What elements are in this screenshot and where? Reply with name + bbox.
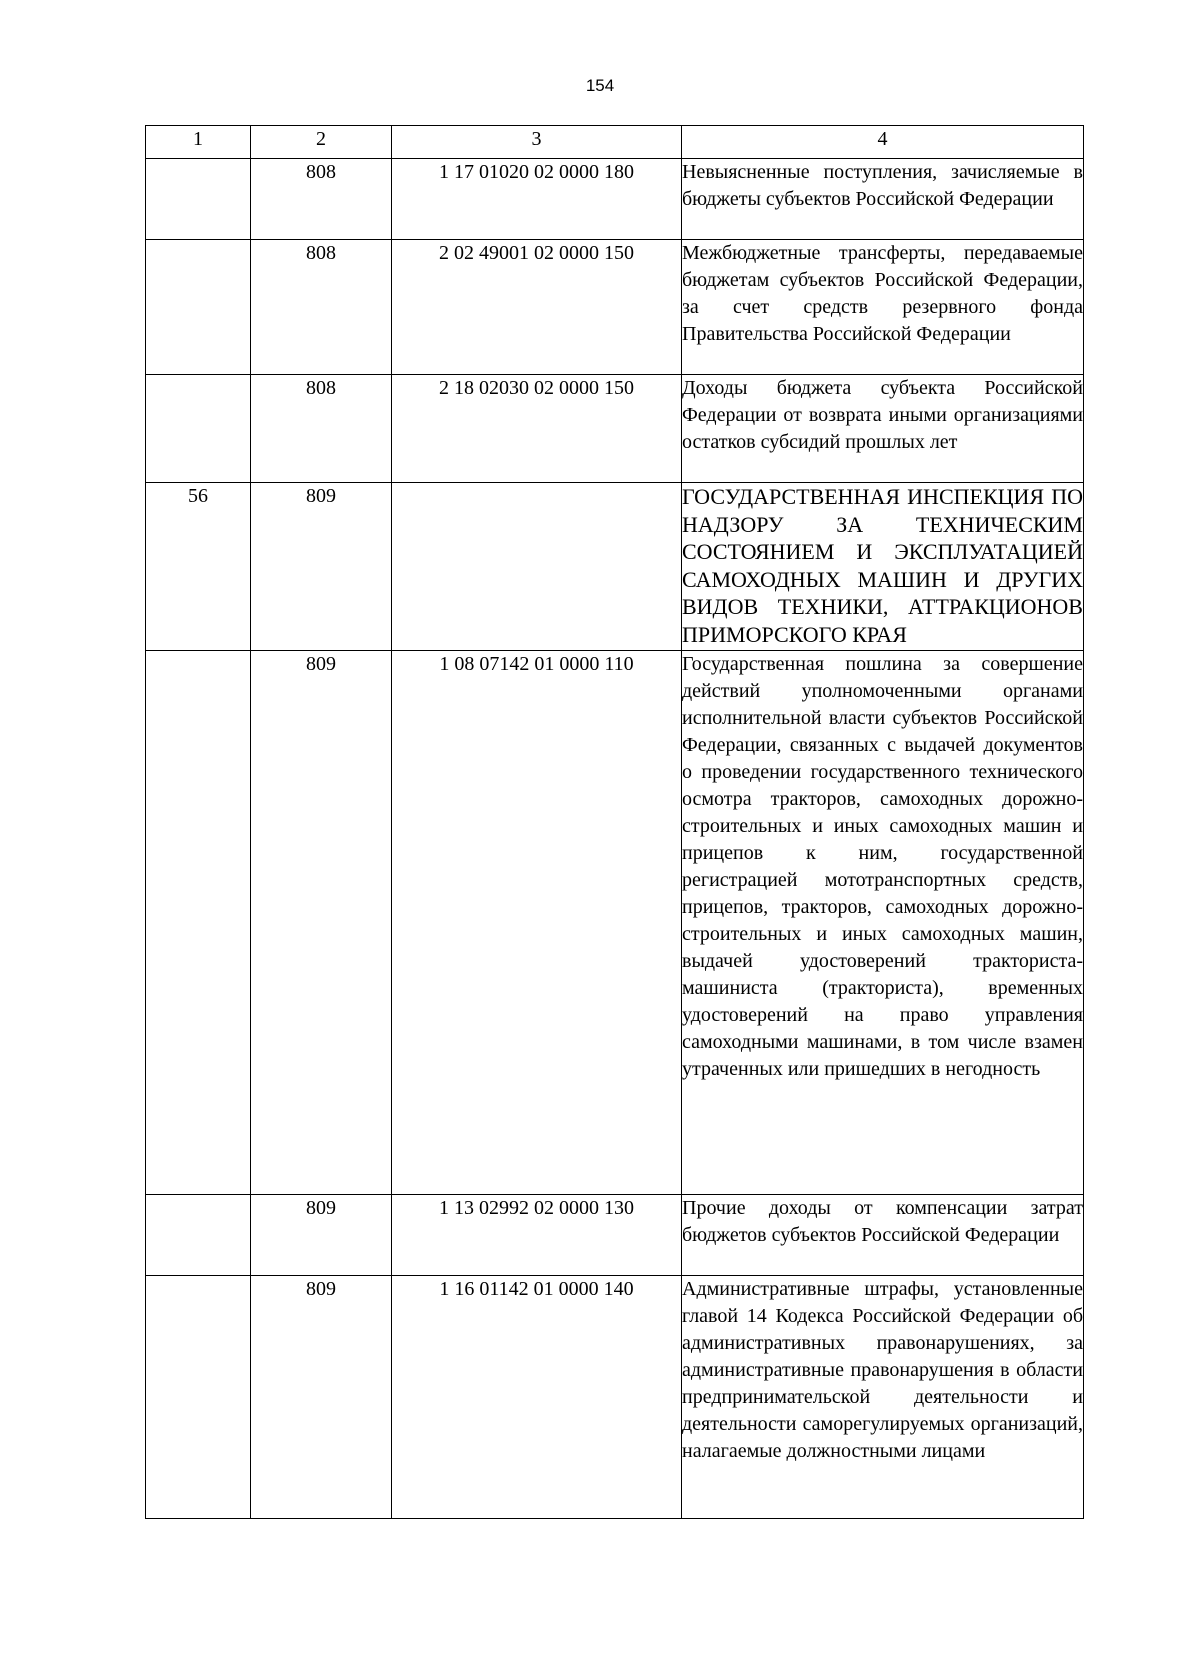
table-row [146,159,1084,240]
page-number: 154 [585,76,615,95]
admin-code: 808 [251,375,392,483]
column-header: 3 [392,126,682,159]
budget-codes-table [145,125,1084,1519]
income-description: Административные штрафы, установленные главой 14 Кодекса Российской Федерации об административных правонарушениях, за административные правонарушения в области предпринимательской деятельности и деятельности саморегулируемых организаций, налагаемые должностными лицами [682,1276,1084,1519]
agency-name: ГОСУДАРСТВЕННАЯ ИНСПЕКЦИЯ ПО НАДЗОРУ ЗА ТЕХНИЧЕСКИМ СОСТОЯНИЕМ И ЭКСПЛУАТАЦИЕЙ САМОХОДНЫХ МАШИН И ДРУГИХ ВИДОВ ТЕХНИКИ, АТТРАКЦИОНОВ ПРИМОРСКОГО КРАЯ [682,483,1084,651]
column-header: 4 [682,126,1084,159]
admin-code: 809 [251,651,392,1195]
income-description: Невыясненные поступления, зачисляемые в бюджеты субъектов Российской Федерации [682,159,1084,240]
table-row [146,375,1084,483]
income-description: Межбюджетные трансферты, передаваемые бюджетам субъектов Российской Федерации, за счет средств резервного фонда Правительства Российской Федерации [682,240,1084,375]
row-number: 56 [146,483,251,651]
row-number [146,240,251,375]
budget-classification-code: 2 02 49001 02 0000 150 [392,240,682,375]
admin-code: 809 [251,483,392,651]
row-number [146,1195,251,1276]
table-row [146,651,1084,1195]
row-number [146,651,251,1195]
admin-code: 808 [251,159,392,240]
table-row [146,240,1084,375]
budget-classification-code: 1 08 07142 01 0000 110 [392,651,682,1195]
row-number [146,159,251,240]
budget-classification-code: 1 13 02992 02 0000 130 [392,1195,682,1276]
table-header-row [146,126,1084,159]
budget-classification-code: 1 17 01020 02 0000 180 [392,159,682,240]
row-number [146,1276,251,1519]
admin-code: 809 [251,1276,392,1519]
income-description: Прочие доходы от компенсации затрат бюджетов субъектов Российской Федерации [682,1195,1084,1276]
income-description: Государственная пошлина за совершение действий уполномоченными органами исполнительной власти субъектов Российской Федерации, связанных с выдачей документов о проведении государственного технического осмотра тракторов, самоходных дорожно-строительных и иных самоходных машин и прицепов к ним, государственной регистрацией мототранспортных средств, прицепов, тракторов, самоходных дорожно-строительных и иных самоходных машин, выдачей удостоверений тракториста-машиниста (тракториста), временных удостоверений на право управления самоходными машинами, в том числе взамен утраченных или пришедших в негодность [682,651,1084,1195]
admin-code: 809 [251,1195,392,1276]
table-row [146,1195,1084,1276]
budget-classification-code: 2 18 02030 02 0000 150 [392,375,682,483]
budget-classification-code [392,483,682,651]
income-description: Доходы бюджета субъекта Российской Федерации от возврата иными организациями остатков субсидий прошлых лет [682,375,1084,483]
budget-classification-code: 1 16 01142 01 0000 140 [392,1276,682,1519]
column-header: 2 [251,126,392,159]
row-number [146,375,251,483]
table-row [146,1276,1084,1519]
table-row [146,483,1084,651]
admin-code: 808 [251,240,392,375]
column-header: 1 [146,126,251,159]
